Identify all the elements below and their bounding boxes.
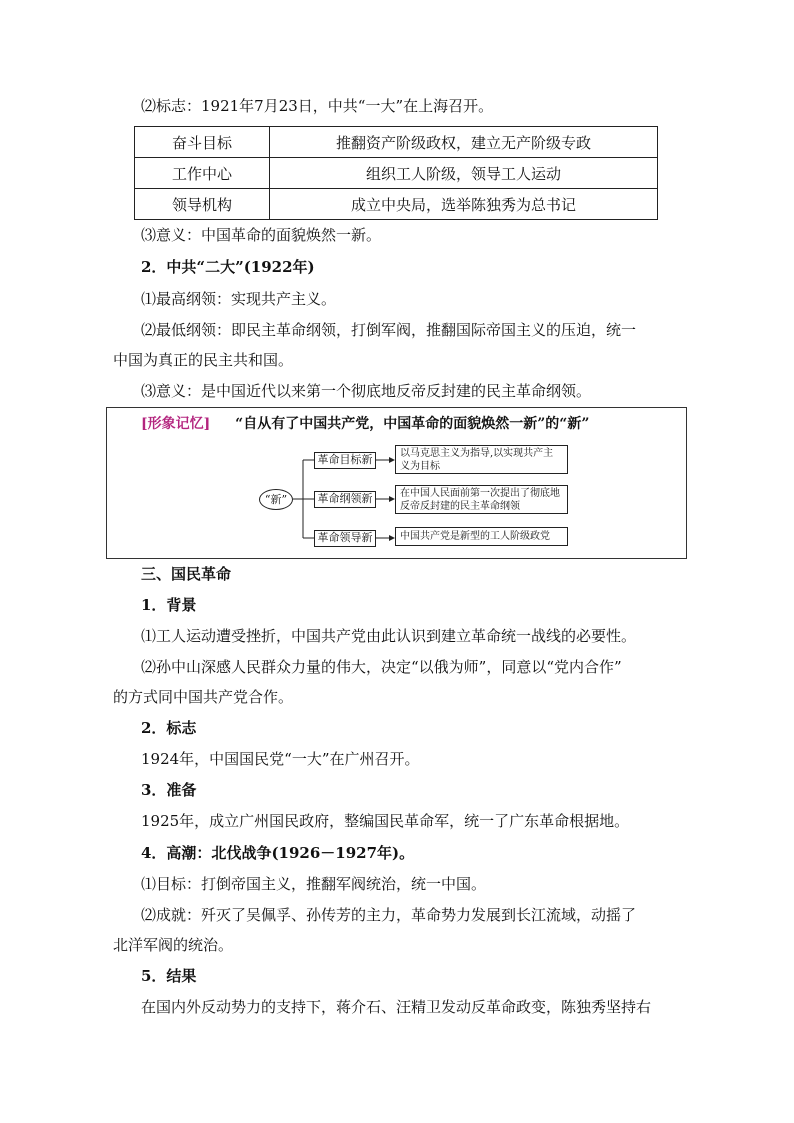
- sign-text: 1924年，中国国民党“一大”在广州召开。: [141, 750, 420, 768]
- part3-heading: 三、国民革命: [141, 565, 232, 583]
- memo-title: “自从有了中国共产党，中国革命的面貌焕然一新”的“新”: [235, 416, 590, 432]
- table-key: 领导机构: [135, 189, 270, 220]
- prep-heading: 3．准备: [141, 781, 197, 799]
- min-program-line2: 中国为真正的民主共和国。: [113, 351, 294, 369]
- result-heading: 5．结果: [141, 967, 197, 985]
- background-1: ⑴工人运动遭受挫折，中国共产党由此认识到建立革命统一战线的必要性。: [141, 627, 637, 645]
- climax-heading: 4．高潮：北伐战争(1926－1927年)。: [141, 844, 415, 862]
- branch-desc: 在中国人民面前第一次提出了彻底地反帝反封建的民主革命纲领: [395, 485, 568, 514]
- sign-line: ⑵标志：1921年7月23日，中共“一大”在上海召开。: [141, 97, 494, 115]
- second-significance: ⑶意义：是中国近代以来第一个彻底地反帝反封建的民主革命纲领。: [141, 382, 592, 400]
- first-congress-table: [134, 126, 658, 220]
- branch-desc: 中国共产党是新型的工人阶级政党: [395, 527, 568, 546]
- branch-desc: 以马克思主义为指导,以实现共产主义为目标: [395, 445, 568, 474]
- branch-label: 革命领导新: [314, 530, 376, 547]
- achievement-line1: ⑵成就：歼灭了吴佩孚、孙传芳的主力，革命势力发展到长江流域，动摇了: [141, 906, 637, 924]
- memo-tag: [形象记忆]: [141, 416, 211, 432]
- background-heading: 1．背景: [141, 596, 197, 614]
- second-congress-heading: 2．中共“二大”(1922年): [141, 258, 315, 276]
- achievement-line2: 北洋军阀的统治。: [113, 936, 234, 954]
- target-text: ⑴目标：打倒帝国主义，推翻军阀统治，统一中国。: [141, 875, 487, 893]
- table-row: [135, 158, 658, 189]
- min-program-line1: ⑵最低纲领：即民主革命纲领，打倒军阀，推翻国际帝国主义的压迫，统一: [141, 321, 637, 339]
- center-node: “新”: [259, 489, 293, 510]
- prep-text: 1925年，成立广州国民政府，整编国民革命军，统一了广东革命根据地。: [141, 812, 630, 830]
- significance-line: ⑶意义：中国革命的面貌焕然一新。: [141, 226, 382, 244]
- max-program: ⑴最高纲领：实现共产主义。: [141, 290, 337, 308]
- table-key: 奋斗目标: [135, 127, 270, 158]
- table-value: 成立中央局，选举陈独秀为总书记: [270, 189, 658, 220]
- background-2-line2: 的方式同中国共产党合作。: [113, 688, 294, 706]
- branch-label: 革命目标新: [314, 452, 376, 469]
- table-row: [135, 127, 658, 158]
- table-value: 推翻资产阶级政权，建立无产阶级专政: [270, 127, 658, 158]
- memo-box: [106, 407, 687, 559]
- branch-label: 革命纲领新: [314, 491, 376, 508]
- table-value: 组织工人阶级，领导工人运动: [270, 158, 658, 189]
- table-row: [135, 189, 658, 220]
- result-text: 在国内外反动势力的支持下，蒋介石、汪精卫发动反革命政变，陈独秀坚持右: [141, 998, 652, 1016]
- background-2-line1: ⑵孙中山深感人民群众力量的伟大，决定“以俄为师”，同意以“党内合作”: [141, 658, 622, 676]
- sign-heading: 2．标志: [141, 719, 197, 737]
- table-key: 工作中心: [135, 158, 270, 189]
